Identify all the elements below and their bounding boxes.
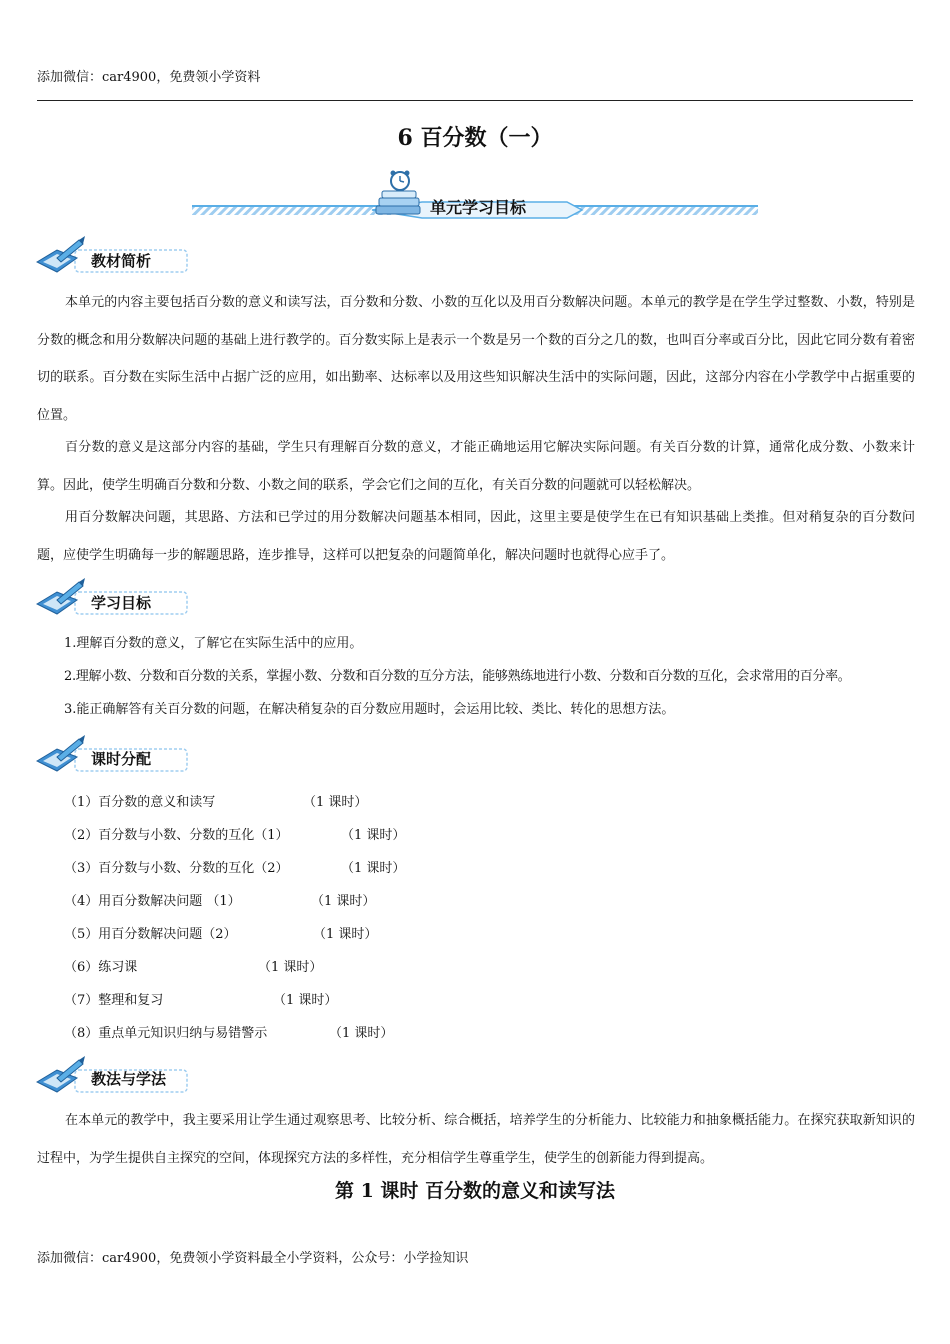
schedule-topic: （8）重点单元知识归纳与易错警示	[64, 1026, 268, 1041]
schedule-hours: （1 课时）	[341, 828, 406, 843]
analysis-paragraph-1: 本单元的内容主要包括百分数的意义和读写法，百分数和分数、小数的互化以及用百分数解决问题。本单元的教学是在学生学过整数、小数，特别是分数的概念和用分数解决问题的基础上进行教学的。百分数实际上是表示一个数是另一个数的百分之几的数，也叫百分率或百分比，因此它同分数有着密切的联系。百分数在实际生活中占据广泛的应用，如出勤率、达标率以及用这些知识解决生活中的实际问题，因此，这部分内容在小学教学中占据重要的位置。	[37, 295, 915, 423]
section-header-methods	[35, 1056, 195, 1096]
schedule-hours: （1 课时）	[311, 894, 376, 909]
schedule-topic: （7）整理和复习	[64, 993, 164, 1008]
schedule-topic: （2）百分数与小数、分数的互化（1）	[64, 828, 289, 843]
footer-text: 添加微信：car4900，免费领小学资料最全小学资料，公众号：小学捡知识	[37, 1251, 469, 1266]
schedule-hours: （1 课时）	[303, 795, 368, 810]
schedule-topic: （6）练习课	[64, 960, 138, 975]
section-label: 课时分配	[91, 750, 152, 768]
schedule-topic: （4）用百分数解决问题 （1）	[64, 894, 241, 909]
section-header-analysis	[35, 236, 195, 276]
schedule-topic: （1）百分数的意义和读写	[64, 795, 216, 810]
schedule-topic: （5）用百分数解决问题（2）	[64, 927, 237, 942]
header-text: 添加微信：car4900，免费领小学资料	[37, 70, 261, 85]
schedule-hours: （1 课时）	[313, 927, 378, 942]
schedule-topic: （3）百分数与小数、分数的互化（2）	[64, 861, 289, 876]
goal-item-2: 2.理解小数、分数和百分数的关系，掌握小数、分数和百分数的互分方法，能够熟练地进行小数、分数和百分数的互化，会求常用的百分率。	[64, 669, 851, 684]
section-header-goals	[35, 578, 195, 618]
analysis-paragraph-3: 用百分数解决问题，其思路、方法和已学过的用分数解决问题基本相同，因此，这里主要是使学生在已有知识基础上类推。但对稍复杂的百分数问题，应使学生明确每一步的解题思路，连步推导，这样可以把复杂的问题简单化，解决问题时也就得心应手了。	[37, 510, 915, 563]
schedule-hours: （1 课时）	[273, 993, 338, 1008]
header-divider	[37, 100, 913, 101]
goal-item-3: 3.能正确解答有关百分数的问题，在解决稍复杂的百分数应用题时，会运用比较、类比、转化的思想方法。	[64, 702, 675, 717]
section-label: 教材简析	[91, 252, 152, 270]
methods-paragraph: 在本单元的教学中，我主要采用让学生通过观察思考、比较分析、综合概括，培养学生的分析能力、比较能力和抽象概括能力。在探究获取新知识的过程中，为学生提供自主探究的空间，体现探究方法的多样性，充分相信学生尊重学生，使学生的创新能力得到提高。	[37, 1113, 915, 1166]
schedule-hours: （1 课时）	[329, 1026, 394, 1041]
page-title: 6 百分数（一）	[397, 125, 553, 151]
schedule-hours: （1 课时）	[258, 960, 323, 975]
schedule-hours: （1 课时）	[341, 861, 406, 876]
banner-label: 单元学习目标	[430, 198, 527, 217]
section-label: 教法与学法	[91, 1070, 167, 1088]
analysis-paragraph-2: 百分数的意义是这部分内容的基础，学生只有理解百分数的意义，才能正确地运用它解决实际问题。有关百分数的计算，通常化成分数、小数来计算。因此，使学生明确百分数和分数、小数之间的联系，学会它们之间的互化，有关百分数的问题就可以轻松解决。	[37, 440, 915, 493]
section-label: 学习目标	[91, 594, 152, 612]
goal-item-1: 1.理解百分数的意义，了解它在实际生活中的应用。	[64, 636, 363, 651]
lesson-title: 第 1 课时 百分数的意义和读写法	[334, 1180, 616, 1202]
books-alarm-clock-icon	[370, 170, 426, 220]
section-header-schedule	[35, 735, 195, 775]
